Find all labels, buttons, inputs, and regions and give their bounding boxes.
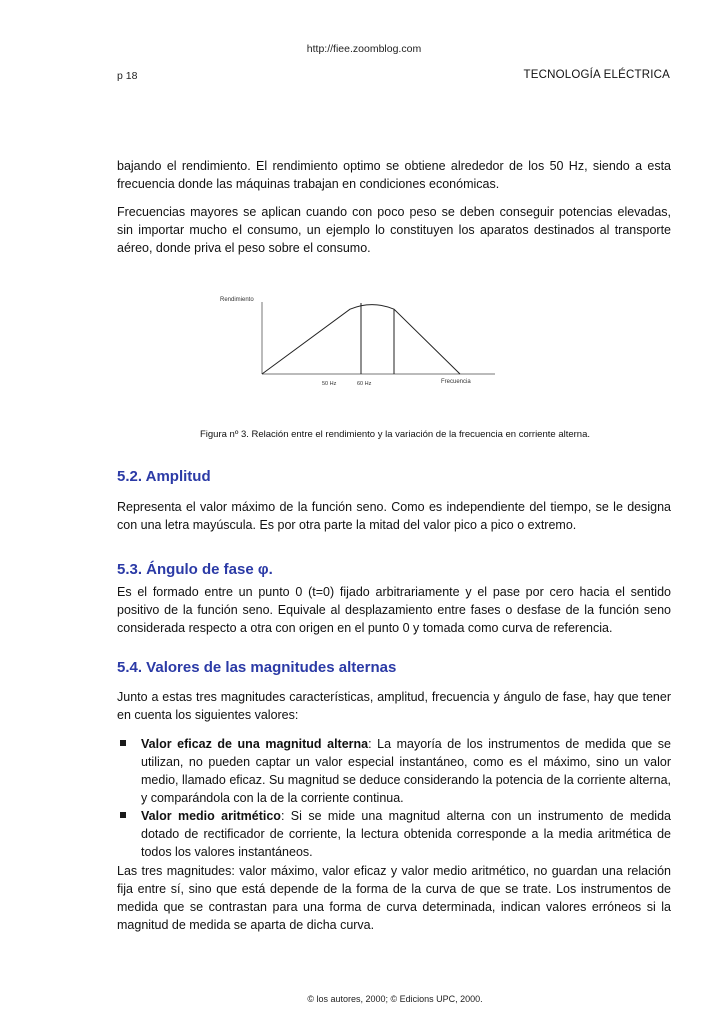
x-axis-label: Frecuencia [441, 379, 471, 385]
section-5-4-closing: Las tres magnitudes: valor máximo, valor eficaz y valor medio aritmético, no guardan una relación fija entre sí, sino que está depende de la forma de la curva de que se trate. Los instrumentos de medida que se contrastan para una forma de curva determinada, indican valores erróneos si la magnitud de medida se aparta de dicha curva. [117, 864, 671, 932]
running-title: TECNOLOGÍA ELÉCTRICA [523, 69, 670, 81]
header-url: http://fiee.zoomblog.com [306, 43, 422, 55]
bullet-2-text: : Si se mide una magnitud alterna con un instrumento de medida dotado de rectificador de corriente, la lectura obtenida corresponde a la media aritmética de todos los valores instantáneos. [141, 809, 671, 859]
bullet-square-icon [120, 812, 126, 818]
section-5-4-intro: Junto a estas tres magnitudes características, amplitud, frecuencia y ángulo de fase, hay que tener en cuenta los siguientes valores: [117, 690, 671, 722]
tick-label-60hz: 60 Hz [357, 381, 372, 387]
section-5-4-heading: 5.4. Valores de las magnitudes alternas [117, 659, 397, 676]
section-5-2-body: Representa el valor máximo de la función seno. Como es independiente del tiempo, se le designa con una letra mayúscula. Es por otra parte la mitad del valor pico a pico o extremo. [117, 500, 671, 532]
y-axis-label: Rendimiento [220, 297, 254, 303]
page-number: p 18 [117, 70, 138, 82]
intro-paragraph-1: bajando el rendimiento. El rendimiento optimo se obtiene alrededor de los 50 Hz, siendo a esta frecuencia donde las máquinas trabajan en condiciones económicas. [117, 159, 671, 191]
section-5-3-heading: 5.3. Ángulo de fase φ. [117, 561, 273, 578]
intro-paragraph-2: Frecuencias mayores se aplican cuando con poco peso se deben conseguir potencias elevadas, sin importar mucho el consumo, un ejemplo lo constituyen los aparatos destinados al transporte aéreo, donde priva el peso sobre el consumo. [117, 205, 671, 255]
bullet-mean-value [141, 807, 671, 861]
bullet-2-term: Valor medio aritmético [141, 809, 281, 823]
tick-label-50hz: 50 Hz [322, 381, 337, 387]
section-5-3-body: Es el formado entre un punto 0 (t=0) fijado arbitrariamente y el pase por cero hacia el sentido positivo de la función seno. Equivale al desplazamiento entre fases o desfase de la función seno considerada respecto a otra con origen en el punto 0 y tomada como curva de referencia. [117, 585, 671, 635]
bullet-square-icon [120, 740, 126, 746]
efficiency-frequency-chart [200, 290, 500, 395]
bullet-1-term: Valor eficaz de una magnitud alterna [141, 737, 369, 751]
figure-caption: Figura nº 3. Relación entre el rendimiento y la variación de la frecuencia en corriente alterna. [199, 429, 590, 440]
bullet-rms-value [141, 735, 671, 807]
footer-copyright: © los autores, 2000; © Edicions UPC, 2000. [307, 994, 483, 1004]
section-5-2-heading: 5.2. Amplitud [117, 468, 211, 485]
bullet-1-text: : La mayoría de los instrumentos de medida que se utilizan, no pueden captar un valor especial instantáneo, como es el máximo, sino un valor medio, llamado eficaz. Su magnitud se deduce considerando la potencia de la corriente alterna, y comparándola con la de la corriente continua. [141, 737, 671, 805]
